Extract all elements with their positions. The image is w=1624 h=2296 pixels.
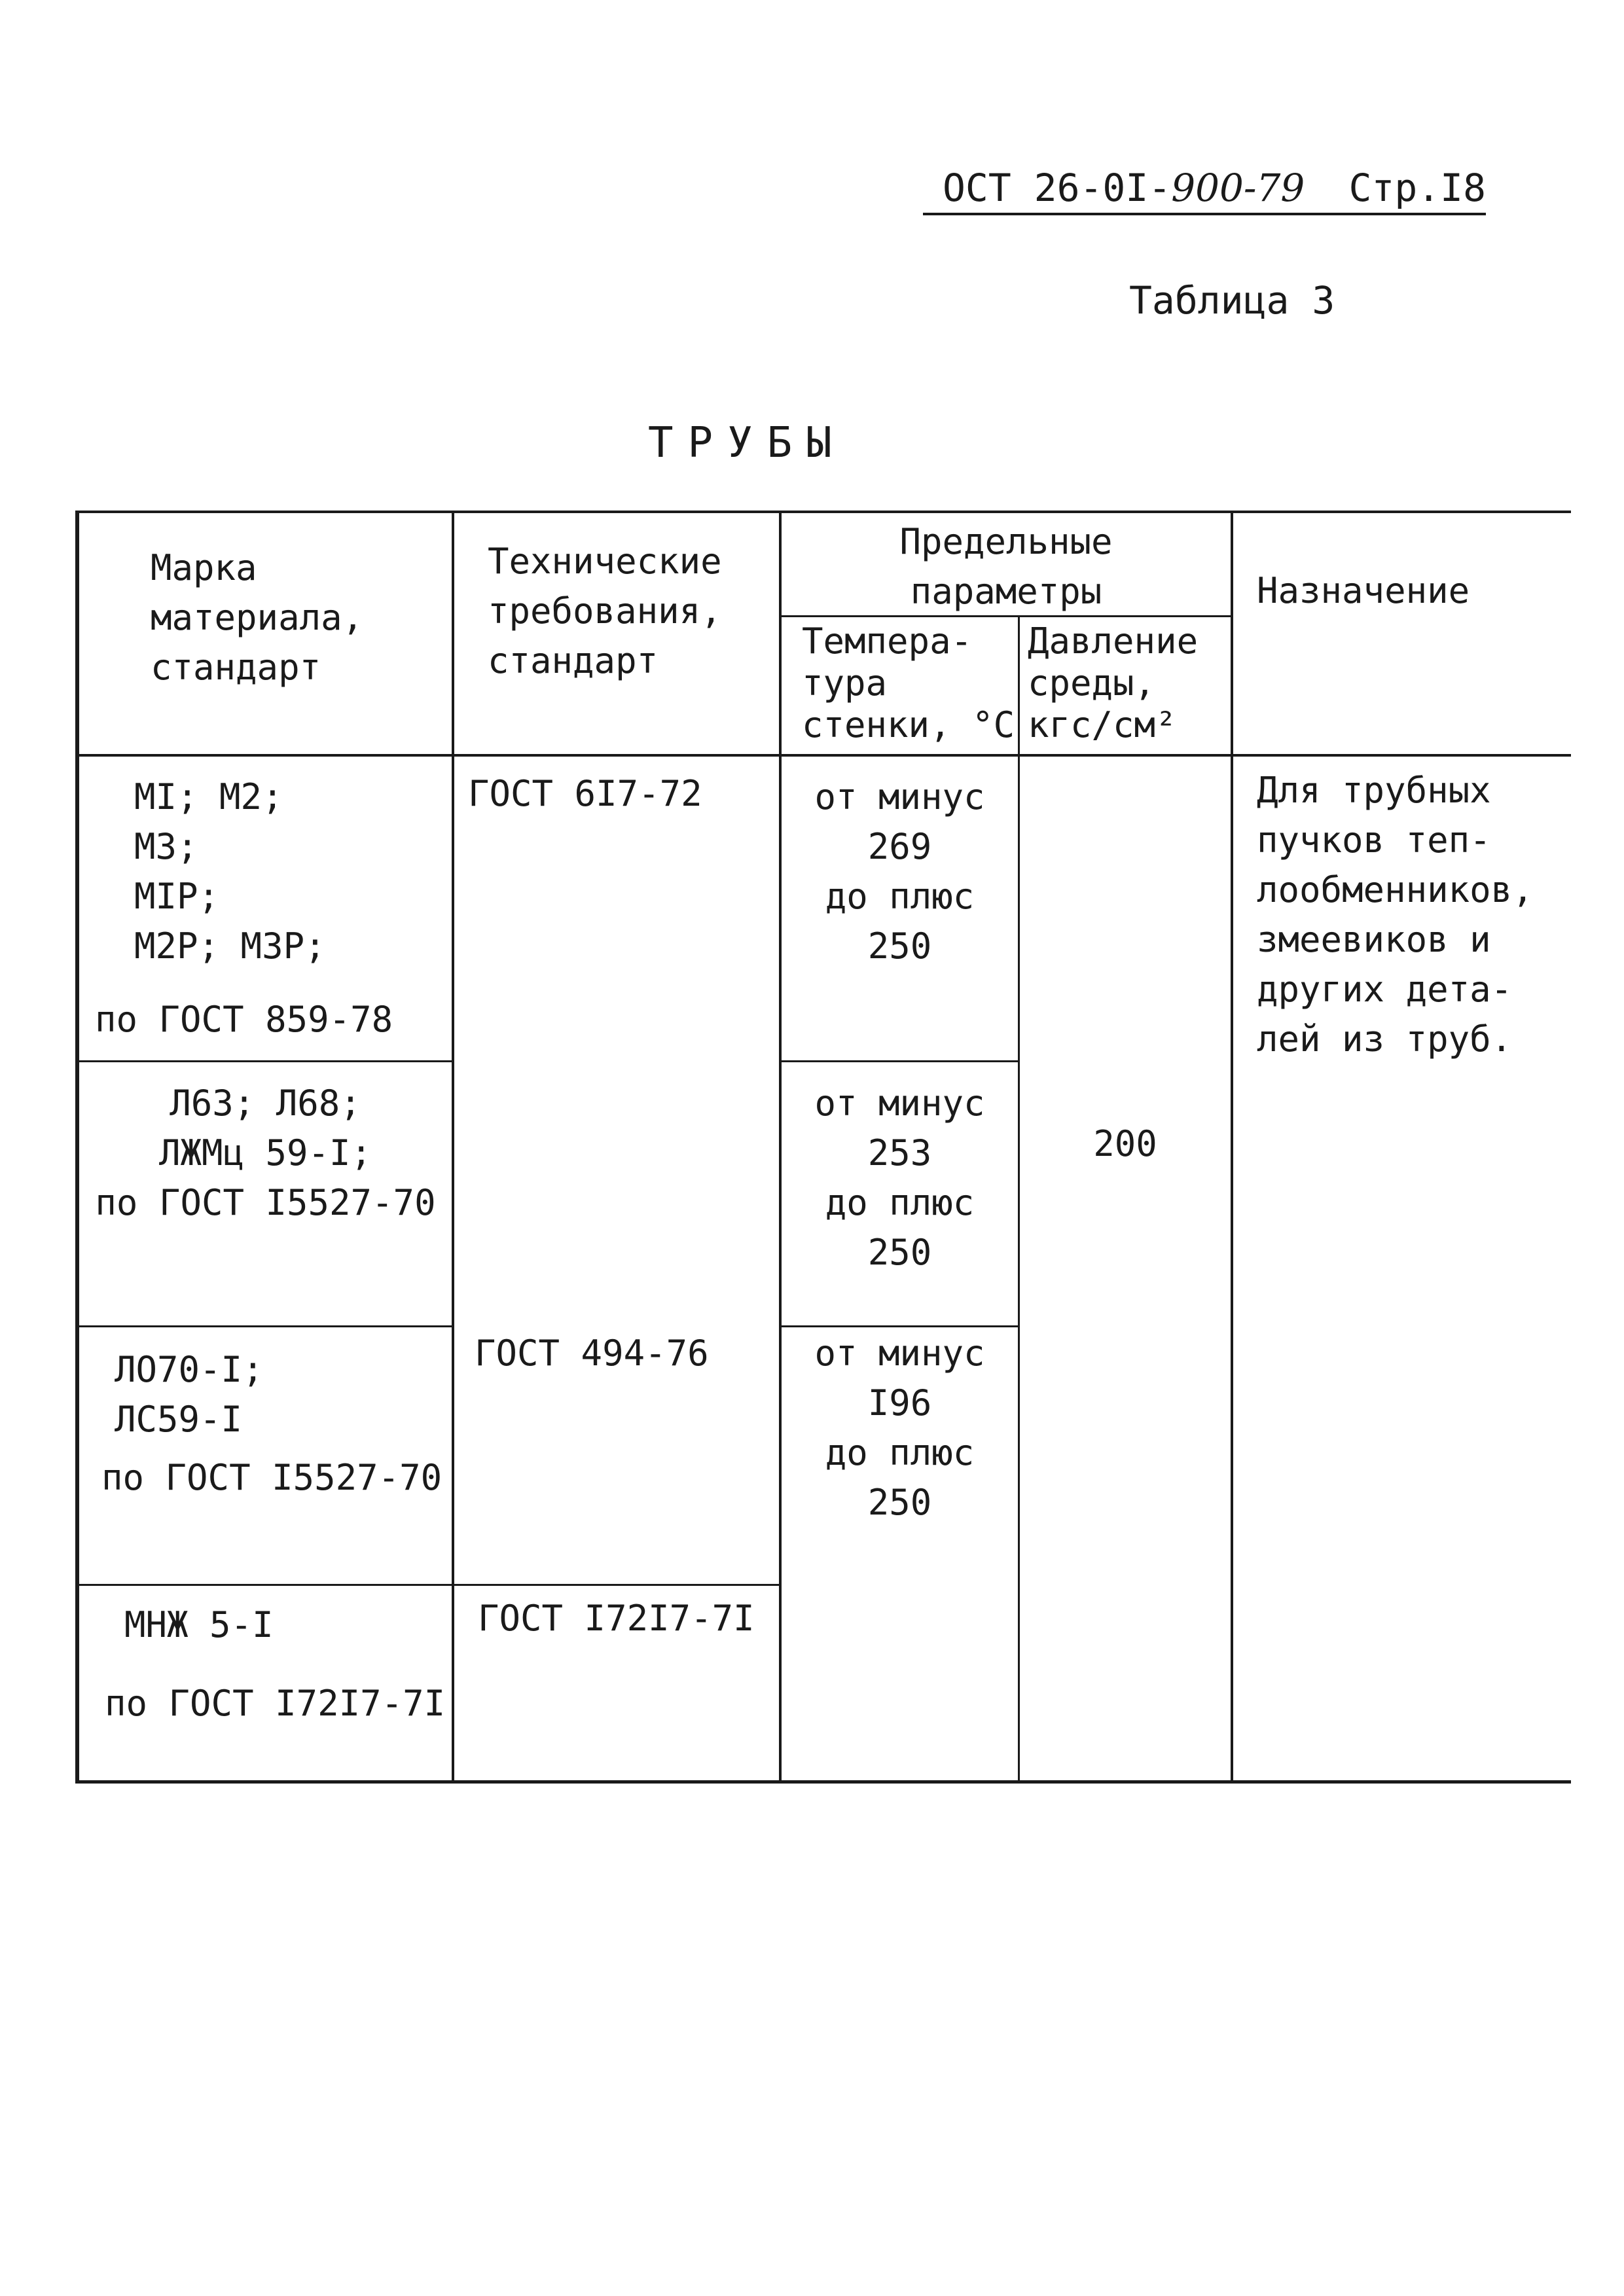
header-material: Марка материала, стандарт [151, 547, 364, 688]
header-limits: Предельные параметры [899, 521, 1113, 612]
row4-requirements: ГОСТ I72I7-7I [478, 1598, 755, 1639]
header-temperature: Темпера- тура стенки, °С [802, 620, 1015, 745]
row2-temperature: от минус 253 до плюс 250 [814, 1083, 985, 1273]
row1-requirements: ГОСТ 6I7-72 [468, 773, 702, 814]
rule-col1 [452, 511, 454, 1784]
rule-top [75, 511, 1571, 513]
row3-temperature: от минус I96 до плюс 250 [814, 1333, 985, 1523]
rule-row2-bottom-col3 [779, 1325, 1018, 1327]
rule-row1-bottom-col3 [779, 1060, 1018, 1062]
document-prefix: ОСТ 26-0I- [943, 166, 1172, 210]
rule-row3-bottom [75, 1584, 779, 1586]
row2-material: Л63; Л68; ЛЖМц 59-I; по ГОСТ I5527-70 [95, 1083, 436, 1223]
row1-temperature: от минус 269 до плюс 250 [814, 776, 985, 967]
row1-material-standard: по ГОСТ 859-78 [95, 999, 393, 1040]
rule-row1-bottom-col1 [75, 1060, 452, 1062]
rule-header-bottom [75, 754, 1571, 757]
table-title: ТРУБЫ [648, 419, 846, 467]
pipes-table [75, 511, 1571, 1784]
rule-col4 [1231, 511, 1233, 1784]
row3-material-standard: по ГОСТ I5527-70 [101, 1457, 442, 1498]
row3-requirements: ГОСТ 494-76 [475, 1333, 709, 1374]
header-pressure: Давление среды, кгс/см² [1028, 620, 1199, 745]
document-header [923, 160, 1486, 215]
header-purpose: Назначение [1257, 570, 1470, 611]
row4-material: МНЖ 5-I [124, 1604, 274, 1645]
table-label: Таблица 3 [1129, 278, 1335, 323]
rule-row2-bottom-col1 [75, 1325, 452, 1327]
document-designation [943, 166, 1305, 210]
document-number: 900-79 [1171, 166, 1305, 210]
header-requirements: Технические требования, стандарт [488, 541, 722, 681]
page-number: Стр.I8 [1348, 166, 1486, 210]
row1-material: MI; M2; M3; MIP; M2P; M3P; [134, 776, 326, 967]
row3-material: ЛО70-I; ЛС59-I [115, 1349, 264, 1440]
row4-material-standard: по ГОСТ I72I7-7I [105, 1683, 446, 1724]
rule-bottom [75, 1780, 1571, 1784]
rule-col3 [1018, 615, 1020, 1784]
purpose-text: Для трубных пучков теп- лообменников, змеевиков и других дета- лей из труб. [1257, 770, 1534, 1060]
pressure-value: 200 [1093, 1123, 1157, 1164]
